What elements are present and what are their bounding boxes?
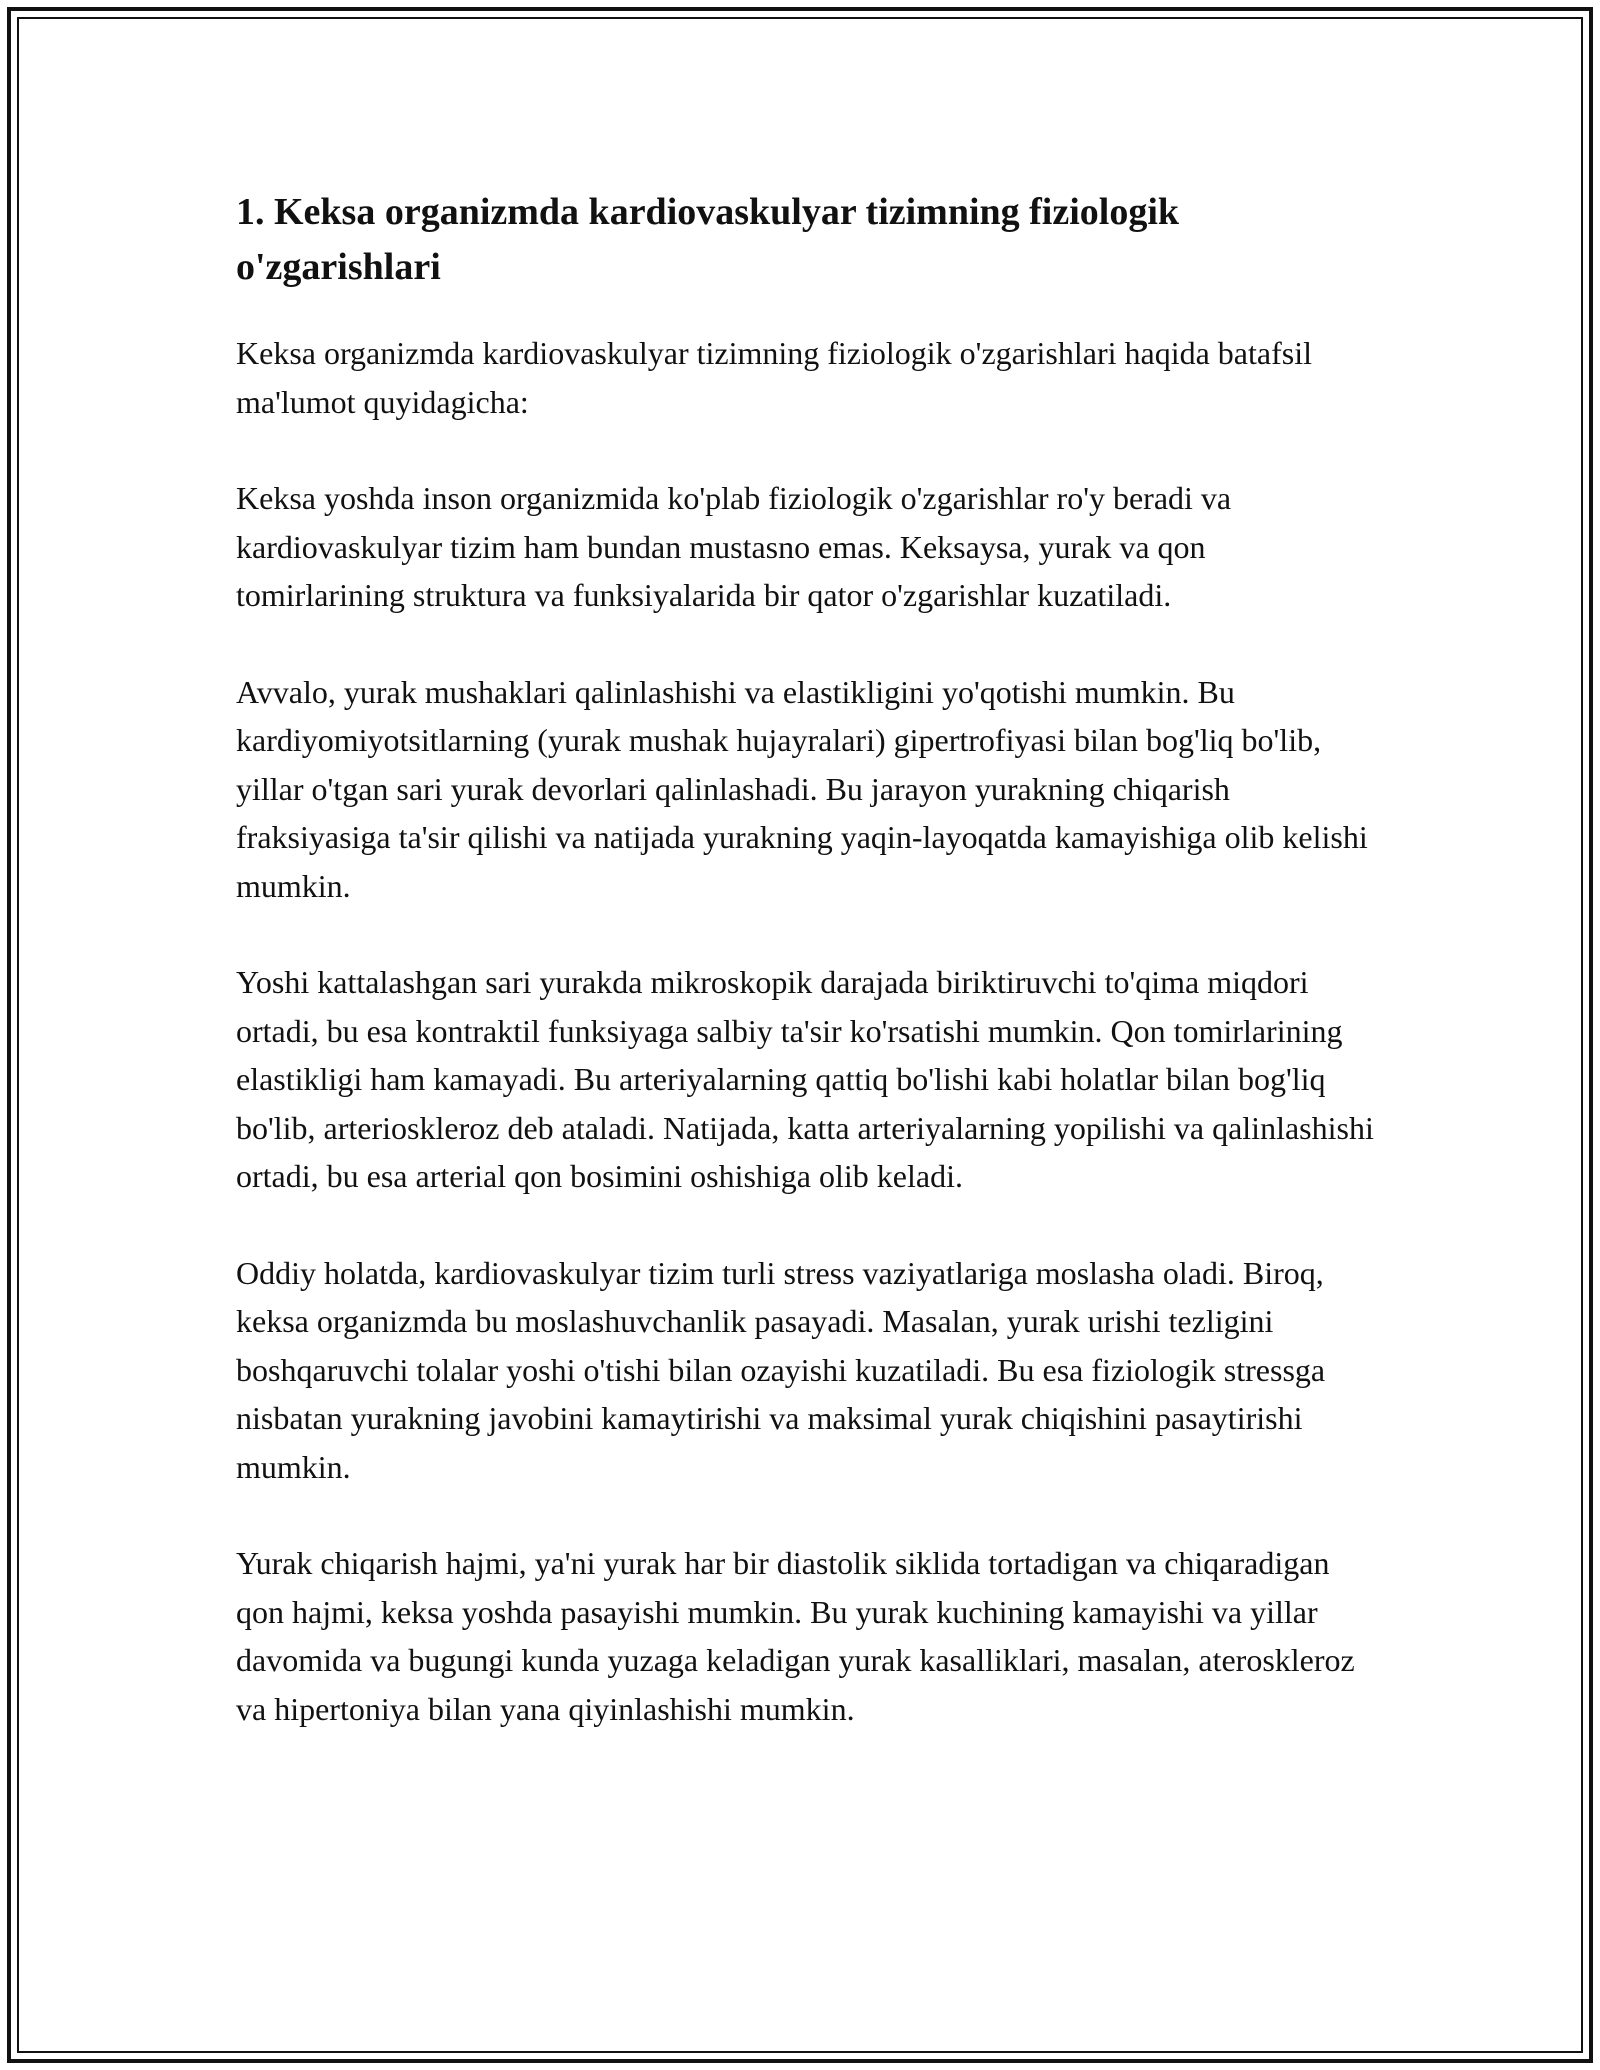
paragraph-intro: Keksa organizmda kardiovaskulyar tizimning fiziologik o'zgarishlari haqida batafsil ma'lumot quyidagicha:	[236, 335, 1312, 420]
paragraph-aging-changes: Keksa yoshda inson organizmida ko'plab fiziologik o'zgarishlar ro'y beradi va kardiovaskulyar tizim ham bundan mustasno emas. Keksaysa, yurak va qon tomirlarining struktura va funksiyalarida bir qator o'zgarishlar kuzatiladi.	[236, 480, 1232, 613]
paragraph-heart-muscle: Avvalo, yurak mushaklari qalinlashishi va elastikligini yo'qotishi mumkin. Bu kardiyomiyotsitlarning (yurak mushak hujayralari) gipertrofiyasi bilan bog'liq bo'lib, yillar o'tgan sari yurak devorlari qalinlashadi. Bu jarayon yurakning chiqarish fraksiyasiga ta'sir qilishi va natijada yurakning yaqin-layoqatda kamayishiga olib kelishi mumkin.	[236, 673, 1368, 904]
paragraph-stroke-volume: Yurak chiqarish hajmi, ya'ni yurak har bir diastolik siklida tortadigan va chiqaradigan qon hajmi, keksa yoshda pasayishi mumkin. Bu yurak kuchining kamayishi va yillar davomida va bugungi kunda yuzaga keladigan yurak kasalliklari, masalan, ateroskleroz va hipertoniya bilan yana qiyinlashishi mumkin.	[236, 1545, 1355, 1727]
document-body	[236, 185, 1376, 1781]
document-title: 1. Keksa organizmda kardiovaskulyar tizimning fiziologik o'zgarishlari	[236, 191, 1180, 288]
paragraph-connective-tissue: Yoshi kattalashgan sari yurakda mikroskopik darajada biriktiruvchi to'qima miqdori ortadi, bu esa kontraktil funksiyaga salbiy ta'sir ko'rsatishi mumkin. Qon tomirlarining elastikligi ham kamayadi. Bu arteriyalarning qattiq bo'lishi kabi holatlar bilan bog'liq bo'lib, arterioskleroz deb ataladi. Natijada, katta arteriyalarning yopilishi va qalinlashishi ortadi, bu esa arterial qon bosimini oshishiga olib keladi.	[236, 964, 1374, 1194]
paragraph-stress-adaptation: Oddiy holatda, kardiovaskulyar tizim turli stress vaziyatlariga moslasha oladi. Biroq, keksa organizmda bu moslashuvchanlik pasayadi. Masalan, yurak urishi tezligini boshqaruvchi tolalar yoshi o'tishi bilan ozayishi kuzatiladi. Bu esa fiziologik stressga nisbatan yurakning javobini kamaytirishi va maksimal yurak chiqishini pasaytirishi mumkin.	[236, 1254, 1326, 1485]
